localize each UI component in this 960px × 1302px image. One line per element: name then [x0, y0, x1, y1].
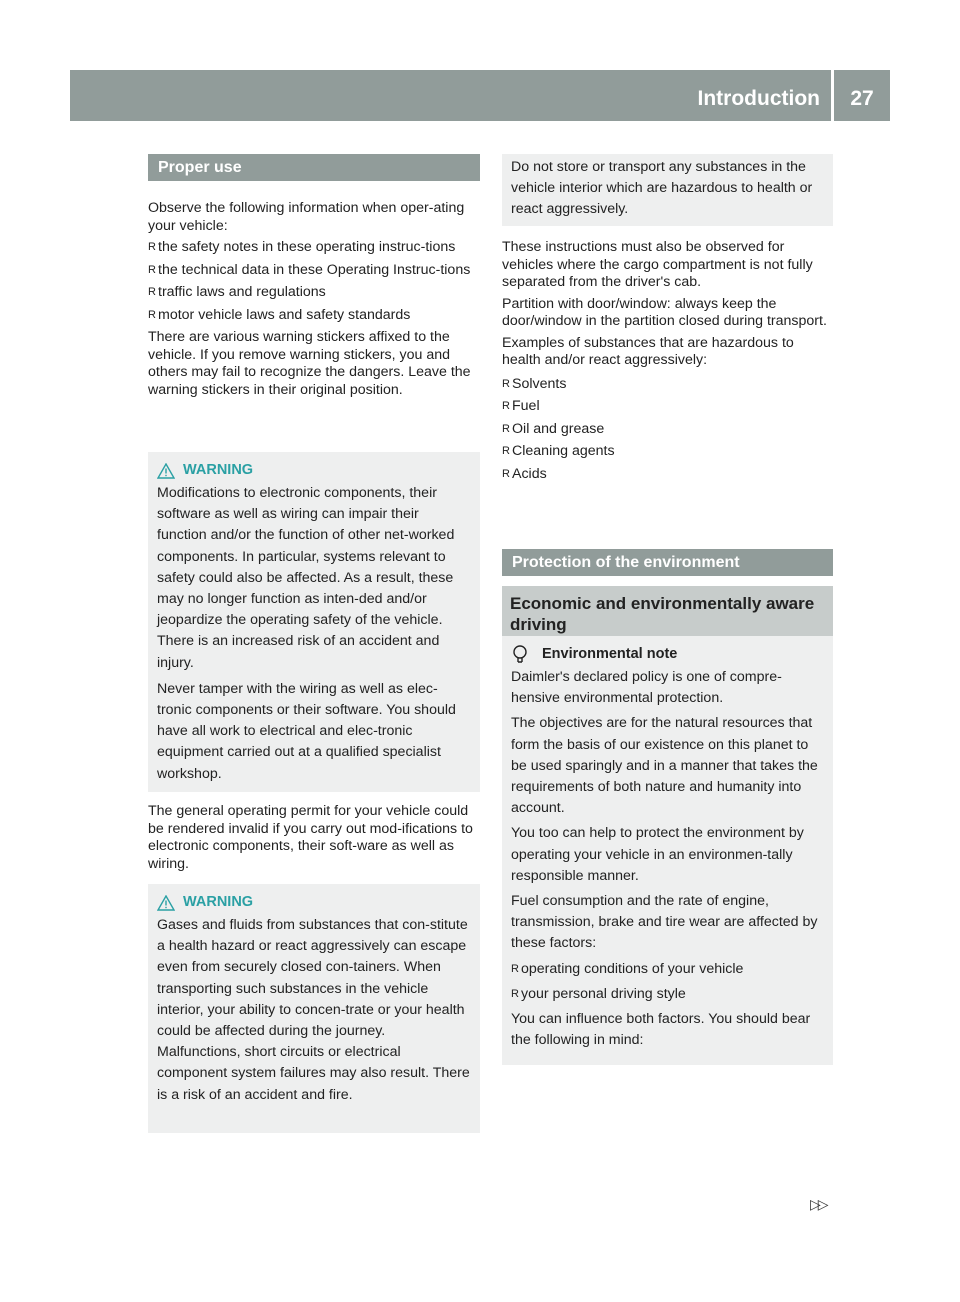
warning-text: Gases and fluids from substances that con-stitute a health hazard or react aggressively can escape even from securely closed con-tainers. When transporting such substances in the vehicle interior, your ability to concen-trate or your health could be affected during the journey. Malfunctions, short circuits or electrical component system failures may also result. There is a risk of an accident and fire.: [157, 917, 470, 1103]
list-item: R traffic laws and regulations: [148, 284, 326, 300]
operating-permit-text: The general operating permit for your vehicle could be rendered invalid if you carry out mod-ifications to electronic components, their soft-ware as well as wiring.: [148, 803, 473, 872]
env-note-text: The objectives are for the natural resources that form the basis of our existence on this planet to be used sparingly and in a manner that takes the requirements of both nature and humanity into account.: [511, 715, 818, 817]
proper-use-intro: Observe the following information when oper-ating your vehicle:: [148, 200, 465, 234]
warning-heading: WARNING: [157, 892, 472, 913]
substances-intro: Examples of substances that are hazardous to health and/or react aggressively:: [502, 334, 794, 368]
warning-continued-text: Do not store or transport any substances in the vehicle interior which are hazardous to health or react aggressively.: [511, 159, 813, 218]
subsection-heading-driving: Economic and environmentally aware driving: [502, 586, 833, 641]
environmental-note-box: [502, 636, 833, 1065]
warning-text: Modifications to electronic components, their software as well as wiring can impair their function and/or the function of other net-worked components. In particular, systems relevant to safety could also be affected. As a result, these may no longer function as inten-ded and/or jeopardize the operating safety of the vehicle. There is an increased risk of an accident and injury.: [157, 485, 455, 671]
bullet-r-icon: R: [511, 987, 519, 1000]
list-item: R Cleaning agents: [502, 443, 615, 459]
list-item: R Fuel: [502, 398, 540, 414]
list-item: R operating conditions of your vehicle: [511, 959, 825, 980]
bullet-r-icon: R: [148, 286, 156, 298]
warning-instruction: Never tamper with the wiring as well as elec-tronic components or their software. You should have all work to electrical and elec-tronic equipment carried out at a qualified specialist workshop.: [157, 680, 456, 782]
env-note-text: You too can help to protect the environment by operating your vehicle in an environmen-tally responsible manner.: [511, 825, 804, 884]
continue-arrows-icon: ▷▷: [810, 1196, 826, 1212]
proper-use-section: [148, 154, 480, 181]
cargo-compartment-text: These instructions must also be observed for vehicles where the cargo compartment is not fully separated from the driver's cab.: [502, 239, 813, 290]
list-item: R the technical data in these Operating Instruc-tions: [148, 261, 471, 278]
bullet-r-icon: R: [511, 962, 519, 975]
bullet-r-icon: R: [502, 400, 510, 412]
bullet-r-icon: R: [502, 377, 510, 390]
env-note-text: Daimler's declared policy is one of compre-hensive environmental protection.: [511, 669, 782, 707]
proper-use-list: [148, 239, 480, 324]
bullet-r-icon: R: [502, 467, 510, 480]
list-item: R your personal driving style: [511, 984, 825, 1005]
substances-list: [502, 376, 833, 484]
lightbulb-icon: [511, 645, 529, 665]
partition-text: Partition with door/window: always keep the door/window in the partition closed during transport.: [502, 295, 827, 329]
env-note-text: Fuel consumption and the rate of engine, transmission, brake and tire wear are affected by these factors:: [511, 893, 818, 952]
warning-triangle-icon: [157, 895, 175, 911]
list-item: R motor vehicle laws and safety standards: [148, 306, 411, 323]
bullet-r-icon: R: [148, 308, 156, 321]
env-note-text: You can influence both factors. You should bear the following in mind:: [511, 1010, 811, 1048]
warning-triangle-icon: [157, 463, 175, 479]
list-item: R the safety notes in these operating instruc-tions: [148, 239, 456, 255]
page-number: 27: [850, 87, 874, 110]
list-item: R Solvents: [502, 375, 567, 392]
env-factors-list: [511, 959, 825, 1005]
section-heading-proper-use: Proper use: [148, 154, 480, 181]
bullet-r-icon: R: [148, 241, 156, 253]
bullet-r-icon: R: [502, 422, 510, 435]
section-heading-environment: Protection of the environment: [502, 549, 833, 576]
environmental-note-heading: Environmental note: [511, 644, 825, 665]
warning-box-substances: [148, 884, 480, 1133]
list-item: R Oil and grease: [502, 420, 605, 437]
warning-stickers-text: There are various warning stickers affixed to the vehicle. If you remove warning stickers, you and others may fail to recognize the dangers. Leave the warning stickers in their original position.: [148, 329, 471, 398]
warning-box-electronics: [148, 452, 480, 792]
warning-box-continued: [502, 154, 833, 226]
chapter-title: Introduction: [697, 87, 820, 110]
permit-text-block: [148, 803, 480, 873]
cargo-text-block: [502, 239, 833, 488]
list-item: R Acids: [502, 465, 547, 482]
bullet-r-icon: R: [502, 445, 510, 457]
proper-use-body: [148, 200, 480, 399]
warning-heading: WARNING: [157, 460, 472, 481]
bullet-r-icon: R: [148, 263, 156, 276]
